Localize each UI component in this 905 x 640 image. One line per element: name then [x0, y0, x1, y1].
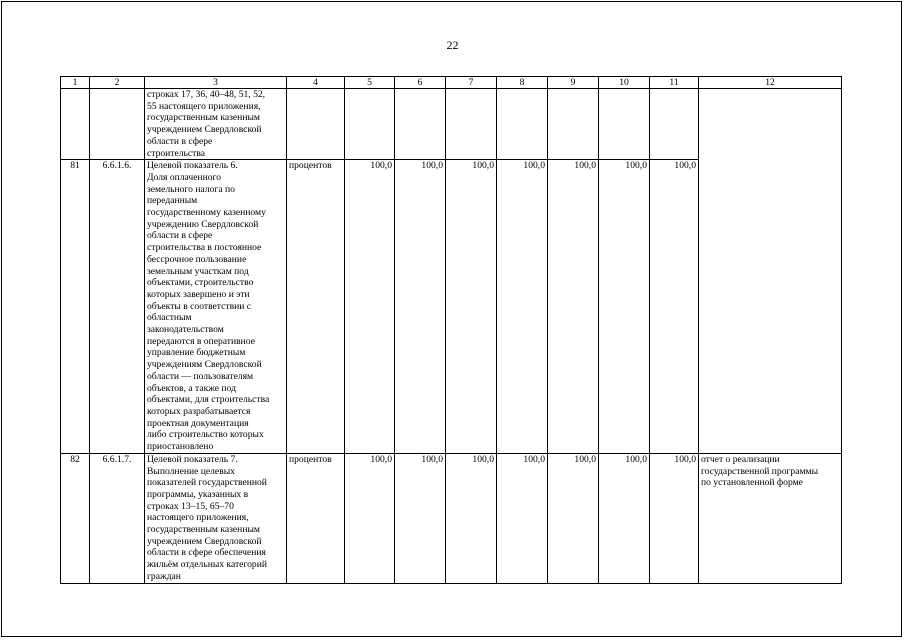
row-source: [699, 89, 842, 454]
header-row: [61, 77, 842, 89]
row-value: 100,0: [345, 453, 395, 583]
row-value: [395, 89, 446, 160]
row-number: 82: [61, 453, 90, 583]
column-header: 9: [548, 77, 599, 89]
row-value: 100,0: [446, 453, 497, 583]
row-value: 100,0: [548, 160, 599, 454]
row-value: 100,0: [548, 453, 599, 583]
row-unit: процентов: [287, 453, 345, 583]
row-value: 100,0: [497, 160, 548, 454]
row-value: 100,0: [395, 453, 446, 583]
row-value: 100,0: [446, 160, 497, 454]
column-header: 1: [61, 77, 90, 89]
column-header: 12: [699, 77, 842, 89]
page-number: 22: [446, 38, 459, 52]
row-value: 100,0: [650, 160, 699, 454]
row-value: 100,0: [599, 453, 650, 583]
row-description: Целевой показатель 7. Выполнение целевых показателей государственной программы, указанных в строках 13–15, 65–70 настоящего приложения, государственным казенным учреждением Свердловской области в сфере обеспечения жильём отдельных категорий граждан: [145, 453, 287, 583]
row-value: 100,0: [395, 160, 446, 454]
row-code: [90, 89, 145, 160]
column-header: 8: [497, 77, 548, 89]
row-value: [599, 89, 650, 160]
row-code: 6.6.1.6.: [90, 160, 145, 454]
table-row: [61, 89, 842, 160]
row-number: 81: [61, 160, 90, 454]
indicators-table: [60, 76, 842, 584]
row-number: [61, 89, 90, 160]
column-header: 11: [650, 77, 699, 89]
row-value: 100,0: [599, 160, 650, 454]
column-header: 7: [446, 77, 497, 89]
row-description: Целевой показатель 6. Доля оплаченного земельного налога по переданным государственному казенному учреждению Свердловской области в сфере строительства в постоянное бессрочное пользование земельным участкам под объектами, строительство которых завершено и эти объекты в соответствии с областным законодательством передаются в оперативное управление бюджетным учреждениям Свердловской области — пользователям объектов, а также под объектами, для строительства которых разрабатывается проектная документация либо строительство которых приостановлено: [145, 160, 287, 454]
column-header: 4: [287, 77, 345, 89]
row-value: 100,0: [497, 453, 548, 583]
row-value: [497, 89, 548, 160]
row-value: [650, 89, 699, 160]
row-value: [446, 89, 497, 160]
row-value: 100,0: [650, 453, 699, 583]
row-unit: [287, 89, 345, 160]
row-value: [345, 89, 395, 160]
column-header: 5: [345, 77, 395, 89]
row-value: [548, 89, 599, 160]
column-header: 10: [599, 77, 650, 89]
column-header: 3: [145, 77, 287, 89]
row-source: отчет о реализации государственной программы по установленной форме: [699, 453, 842, 583]
row-code: 6.6.1.7.: [90, 453, 145, 583]
row-unit: процентов: [287, 160, 345, 454]
column-header: 6: [395, 77, 446, 89]
table-row: [61, 453, 842, 583]
row-value: 100,0: [345, 160, 395, 454]
column-header: 2: [90, 77, 145, 89]
row-description: строках 17, 36, 40–48, 51, 52, 55 настоящего приложения, государственным казенным учреждением Свердловской области в сфере строительства: [145, 89, 287, 160]
